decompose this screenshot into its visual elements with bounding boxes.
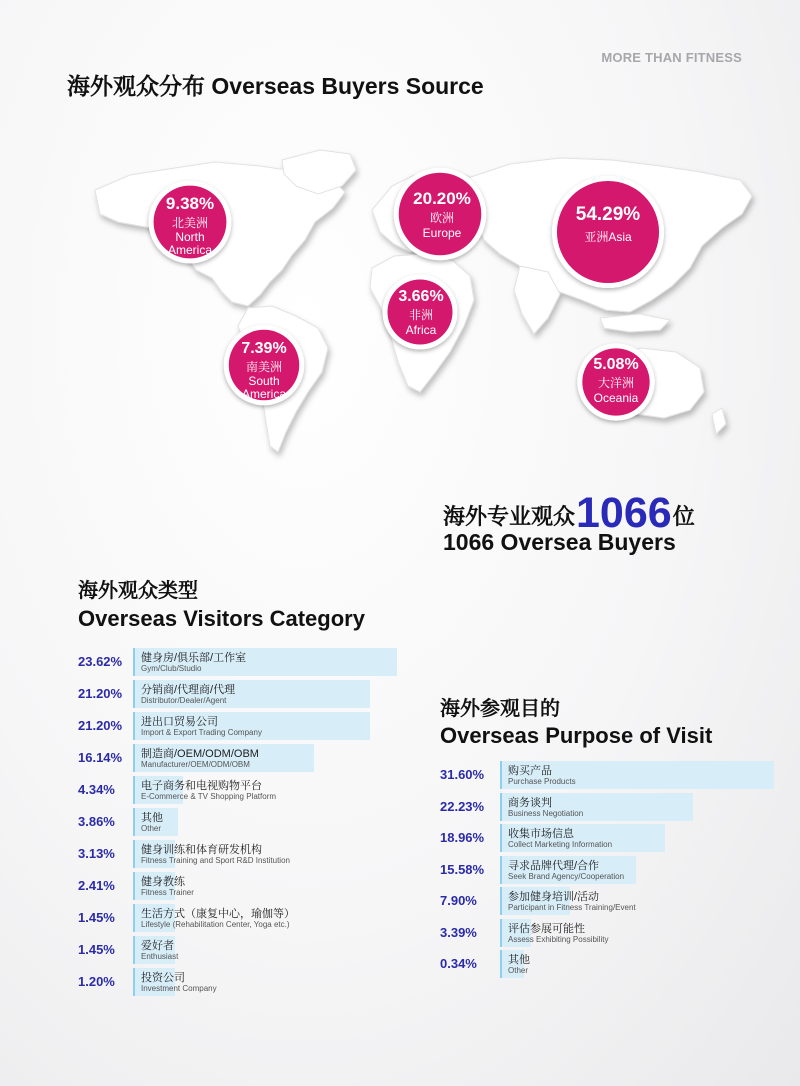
bubble-en-1: North	[175, 230, 205, 244]
bar-row	[440, 761, 782, 789]
total-number: 1066	[576, 489, 672, 537]
bar-label-en: Seek Brand Agency/Cooperation	[508, 871, 625, 881]
bar-value-label: 1.45%	[78, 942, 115, 957]
bar-label-cn: 投资公司	[141, 972, 185, 984]
bubble-cn: 非洲	[408, 308, 433, 322]
bar-label-cn: 其他	[141, 812, 163, 824]
bar-label-en: Assess Exhibiting Possibility	[508, 934, 609, 944]
bar-value-label: 22.23%	[440, 798, 485, 814]
brand-tagline: MORE THAN FITNESS	[601, 50, 742, 65]
bar-label-cn: 进出口贸易公司	[141, 716, 218, 728]
bar-value-label: 1.20%	[78, 974, 115, 989]
bar-label-en: Manufacturer/OEM/ODM/OBM	[141, 760, 250, 769]
purpose-title-en: Overseas Purpose of Visit	[440, 723, 713, 748]
bubble-pct: 54.29%	[575, 204, 641, 225]
bar-value-label: 0.34%	[440, 956, 477, 971]
bubble-en-1: Europe	[422, 226, 462, 240]
bar-label-cn: 收集市场信息	[508, 828, 574, 840]
bar-value-label: 3.13%	[78, 846, 115, 861]
bar-row	[78, 936, 405, 964]
bar-label-en: Fitness Training and Sport R&D Institution	[141, 856, 290, 865]
bar-row	[78, 968, 405, 996]
bar-value-label: 31.60%	[440, 767, 485, 782]
bar-label-en: Other	[141, 824, 162, 833]
bar-row	[440, 793, 782, 821]
bar-row	[78, 776, 405, 804]
bar-value-label: 21.20%	[78, 686, 123, 701]
bar-label-en: Business Negotiation	[508, 808, 584, 818]
total-cn-suffix: 位	[672, 504, 695, 529]
bar-row	[440, 919, 782, 947]
bubble-pct: 9.38%	[165, 194, 215, 213]
bubble-label-oceania	[576, 356, 656, 405]
bubble-label-asia	[560, 204, 656, 245]
bar-value-label: 4.34%	[78, 782, 115, 797]
bar-label-cn: 健身训练和体育研发机构	[141, 844, 262, 856]
bar-label-en: Other	[508, 966, 529, 975]
bar-row	[78, 680, 405, 708]
bar-row	[78, 744, 405, 772]
bar-label-cn: 生活方式（康复中心，瑜伽等）	[141, 908, 295, 920]
bar-label-en: Gym/Club/Studio	[141, 664, 202, 673]
continent-new-zealand	[712, 408, 726, 434]
bar-row	[440, 950, 782, 978]
bar-value-label: 21.20%	[78, 718, 123, 733]
bar-row	[440, 887, 782, 915]
bubble-pct: 7.39%	[241, 340, 287, 357]
bar-label-en: Enthusiast	[141, 952, 179, 961]
world-map-svg	[0, 0, 800, 480]
bar-label-cn: 电子商务和电视购物平台	[141, 780, 262, 792]
bubble-en-2: America	[167, 243, 212, 257]
bar-label-cn: 健身教练	[141, 876, 185, 888]
bar-label-cn: 参加健身培训/活动	[508, 891, 600, 903]
bar-value-label: 23.62%	[78, 654, 123, 669]
bar-row	[78, 808, 405, 836]
continent-indonesia	[600, 314, 670, 332]
bar-value-label: 1.45%	[78, 910, 115, 925]
bar-value-label: 16.14%	[78, 750, 123, 765]
bar-value-label: 3.39%	[440, 924, 477, 940]
bubble-pct: 5.08%	[593, 356, 639, 373]
total-buyers-cn	[443, 486, 695, 535]
bubble-label-south-america	[226, 340, 302, 401]
bar-value-label: 2.41%	[78, 878, 115, 893]
bar-row	[440, 856, 782, 884]
bar-row	[78, 712, 405, 740]
bar-label-cn: 商务谈判	[508, 796, 552, 809]
bar-row	[78, 648, 405, 676]
bubble-cn: 欧洲	[429, 211, 454, 225]
bar-label-cn: 寻求品牌代理/合作	[508, 859, 600, 872]
bubble-en-1: Oceania	[593, 391, 639, 405]
bubble-cn: 大洋洲	[597, 376, 634, 390]
bar-label-en: Lifestyle (Rehabilitation Center, Yoga etc.)	[141, 920, 290, 929]
bubble-label-north-america	[150, 194, 230, 257]
visitors-category-title-en: Overseas Visitors Category	[78, 606, 365, 631]
bubble-en-1: South	[248, 374, 280, 388]
purpose-title-cn: 海外参观目的	[440, 698, 560, 720]
bar-label-en: Import & Export Trading Company	[141, 728, 262, 737]
world-map	[0, 0, 800, 480]
bar-value-label: 15.58%	[440, 861, 485, 877]
bar-label-en: Purchase Products	[508, 777, 576, 786]
bubble-pct: 3.66%	[398, 288, 444, 305]
bubble-label-africa	[384, 288, 458, 337]
total-buyers-en: 1066 Oversea Buyers	[443, 529, 676, 555]
bubble-label-europe	[400, 189, 484, 240]
bar-label-en: Fitness Trainer	[141, 888, 194, 897]
bubble-pct: 20.20%	[413, 189, 471, 208]
bar-label-cn: 其他	[508, 954, 530, 966]
bar-label-en: Investment Company	[141, 984, 217, 993]
bubble-cn: 南美洲	[245, 360, 282, 374]
bar-label-cn: 评估参展可能性	[508, 922, 585, 935]
bar-label-cn: 健身房/俱乐部/工作室	[141, 652, 247, 664]
bar-row	[78, 872, 405, 900]
bubble-en-2: America	[241, 387, 286, 401]
visitors-category-title-cn: 海外观众类型	[78, 580, 198, 602]
bar-row	[440, 824, 782, 852]
bar-label-en: Distributor/Dealer/Agent	[141, 696, 227, 705]
bar-label-cn: 爱好者	[141, 940, 174, 952]
bar-label-cn: 分销商/代理商/代理	[141, 684, 236, 696]
bar-value-label: 3.86%	[78, 814, 115, 829]
bar-label-cn: 制造商/OEM/ODM/OBM	[141, 748, 259, 760]
bar-label-en: E-Commerce & TV Shopping Platform	[141, 792, 277, 801]
bar-row	[78, 840, 405, 868]
bar-label-cn: 购买产品	[508, 765, 552, 777]
page-title: 海外观众分布 Overseas Buyers Source	[67, 73, 484, 99]
bar-value-label: 18.96%	[440, 830, 485, 845]
bar-value-label: 7.90%	[440, 893, 477, 908]
bar-label-en: Participant in Fitness Training/Event	[508, 903, 636, 912]
bubble-cn: 北美洲	[171, 216, 208, 230]
bar-label-en: Collect Marketing Information	[508, 840, 613, 849]
bar-row	[78, 904, 405, 932]
bubble-en-1: Africa	[405, 323, 437, 337]
total-cn-prefix: 海外专业观众	[443, 504, 576, 529]
bubble-cn: 亚洲Asia	[584, 230, 632, 244]
